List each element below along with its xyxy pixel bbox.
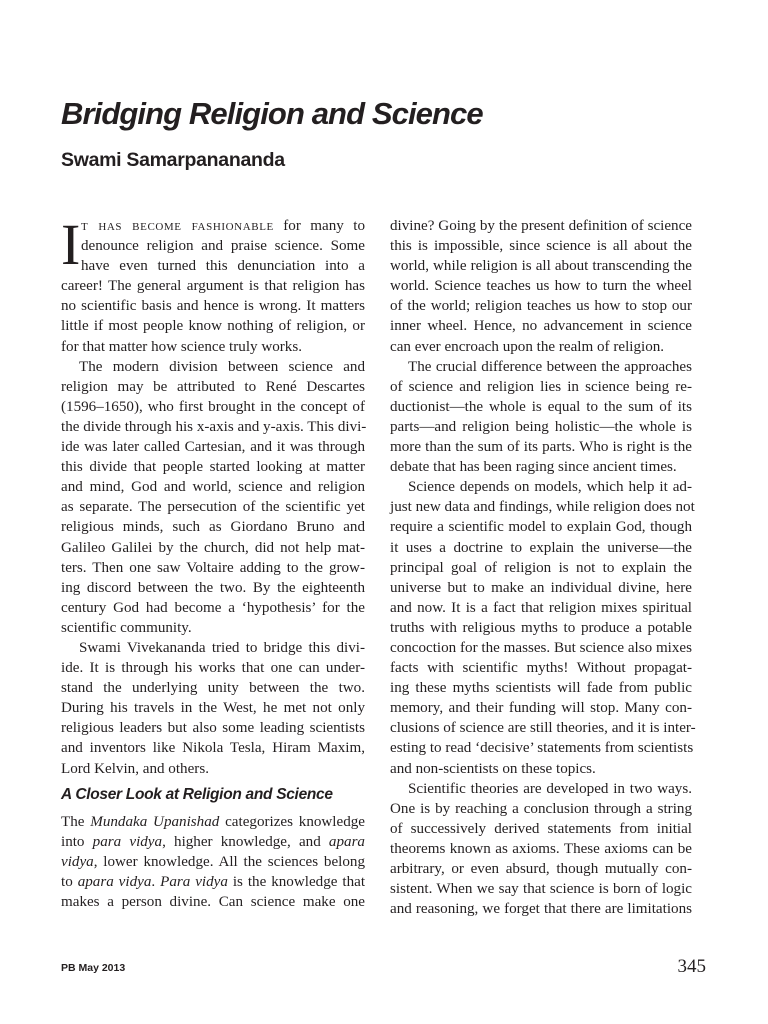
- text-line: Lord Kelvin, and others.: [61, 760, 209, 777]
- text-line: and now. It is a fact that religion mixes spiritual: [390, 599, 692, 616]
- text-line: makes a person divine. Can science make one: [61, 894, 365, 911]
- text-line: and reasoning, we forget that there are limitations: [390, 901, 692, 918]
- text-line: The crucial difference between the approaches: [408, 358, 692, 375]
- text-line: just new data and findings, while religion does not: [390, 499, 695, 516]
- text-line: Swami Vivekananda tried to bridge this divi-: [79, 639, 365, 656]
- text-run: is the knowledge that: [227, 874, 366, 890]
- article-author: Swami Samarpanananda: [61, 149, 285, 171]
- text-line: concoction for the masses. But science also mixes: [390, 639, 692, 656]
- text-line: clusions of science are still theories, and it is inter-: [390, 720, 696, 737]
- lead-in-small-caps: t has become fashionable: [81, 218, 274, 234]
- text-line: Galileo Galilei by the church, did not help mat-: [61, 539, 365, 556]
- text-line: esting to read ‘decisive’ statements from scientists: [390, 740, 694, 757]
- text-line: as separate. The persecution of the scientific yet: [61, 499, 365, 516]
- text-line: universe but to make an individual divine, here: [390, 579, 692, 596]
- text-line: and mind, God and world, science and religion: [61, 479, 365, 496]
- text-line: religious leaders but also some leading scientists: [61, 720, 365, 737]
- right-column: [390, 216, 696, 919]
- text-line: [61, 812, 365, 832]
- text-run: , higher knowledge, and: [162, 833, 329, 850]
- text-line: arbitrary, or even absurd, though mutually con-: [390, 861, 692, 877]
- text-line: for that matter how science truly works.: [61, 338, 303, 355]
- text-line: debate that has been raging since ancient times.: [390, 459, 677, 476]
- article-title: Bridging Religion and Science: [61, 96, 483, 131]
- text-line: [61, 216, 365, 236]
- text-line: can ever encroach upon the realm of religion.: [390, 338, 665, 355]
- text-line: (1596–1650), who first brought in the concept of: [61, 398, 365, 415]
- text-line: principal goal of religion is not to explain the: [390, 559, 692, 576]
- text-line: world. Science teaches us how to turn the wheel: [390, 278, 692, 295]
- text-run-italic: vidya: [61, 853, 94, 870]
- text-line: century God had become a ‘hypothesis’ for the: [61, 599, 365, 616]
- text-run-italic: Mundaka Upanishad: [90, 813, 220, 830]
- text-line: divine? Going by the present definition of science: [390, 218, 692, 234]
- text-line: theorems known as axioms. These axioms can be: [390, 840, 692, 857]
- text-run-italic: Para vidya: [160, 874, 228, 890]
- text-line: and inventors like Nikola Tesla, Hiram Maxim,: [61, 740, 365, 757]
- text-line: career! The general argument is that religion has: [61, 278, 365, 295]
- lead-in-rest: for many to: [273, 218, 365, 234]
- text-line: no scientific basis and hence is wrong. It matters: [61, 298, 365, 315]
- text-run-italic: para vidya: [92, 833, 163, 850]
- text-line: ters. Then one saw Voltaire adding to the grow-: [61, 559, 365, 576]
- text-line: truths with religious myths to produce a potable: [390, 619, 692, 636]
- text-line: have even turned this denunciation into a: [81, 258, 365, 275]
- text-line: of successively derived statements from initial: [390, 820, 692, 837]
- text-line: ductionist—the whole is equal to the sum of its: [390, 398, 692, 415]
- text-run-italic: apara vidya: [77, 874, 152, 890]
- text-line: little if most people know nothing of religion, or: [61, 318, 365, 335]
- text-line: more than the sum of its parts. Who is right is the: [390, 439, 692, 456]
- text-line: [61, 832, 365, 852]
- page-number: 345: [677, 956, 706, 977]
- text-line: facts with scientific myths! Without propagat-: [390, 660, 692, 677]
- text-line: and non-scientists on these topics.: [390, 760, 596, 777]
- text-line: During his travels in the West, he met not only: [61, 700, 365, 717]
- drop-cap: I: [61, 212, 81, 277]
- text-line: denounce religion and praise science. Some: [81, 238, 365, 255]
- text-line: [61, 852, 365, 872]
- text-line: this divide that people started looking at matter: [61, 459, 365, 476]
- text-line: Science depends on models, which help it ad-: [408, 479, 692, 496]
- text-line: ide. It is through his works that one can under-: [61, 660, 365, 677]
- text-line: One is by reaching a conclusion through a string: [390, 800, 692, 817]
- text-line: religious minds, such as Giordano Bruno and: [61, 519, 365, 536]
- text-line: ide was later called Cartesian, and it was through: [61, 439, 365, 456]
- text-run: categorizes knowledge: [219, 813, 365, 830]
- text-line: the divide through his x-axis and y-axis. This divi-: [61, 418, 367, 435]
- text-line: religion may be attributed to René Descartes: [61, 378, 365, 395]
- text-run: The: [61, 813, 91, 830]
- text-run: , lower knowledge. All the sciences belong: [93, 853, 365, 870]
- left-column: [61, 212, 367, 912]
- text-line: this is impossible, since science is all about the: [390, 238, 692, 255]
- text-line: ing discord between the two. By the eighteenth: [61, 579, 365, 596]
- text-line: ing these myths scientists will fade from public: [390, 680, 692, 697]
- text-line: inner wheel. Hence, no advancement in science: [390, 318, 692, 335]
- text-line: scientific community.: [61, 619, 192, 636]
- text-line: Scientific theories are developed in two ways.: [408, 780, 692, 797]
- text-run: to: [61, 874, 78, 890]
- section-heading: A Closer Look at Religion and Science: [61, 785, 333, 803]
- text-run-italic: apara: [328, 833, 365, 850]
- text-line: [61, 872, 365, 892]
- text-line: require a scientific model to explain God, though: [390, 519, 692, 536]
- text-line: of science and religion lies in science being re-: [390, 378, 692, 395]
- text-line: world, while religion is all about transcending the: [390, 258, 692, 275]
- text-line: memory, and their funding will stop. Many con-: [390, 700, 692, 717]
- text-run: .: [151, 874, 161, 890]
- text-line: parts—and religion being holistic—the whole is: [390, 418, 692, 435]
- text-line: The modern division between science and: [79, 358, 365, 375]
- text-run: into: [61, 833, 93, 850]
- text-line: stand the underlying unity between the two.: [61, 680, 365, 697]
- text-line: of the world; religion teaches us how to stop our: [390, 298, 692, 315]
- footer-journal: PB May 2013: [61, 962, 126, 974]
- text-line: it uses a doctrine to explain the universe—the: [390, 539, 692, 556]
- text-line: sistent. When we say that science is born of logic: [390, 881, 692, 898]
